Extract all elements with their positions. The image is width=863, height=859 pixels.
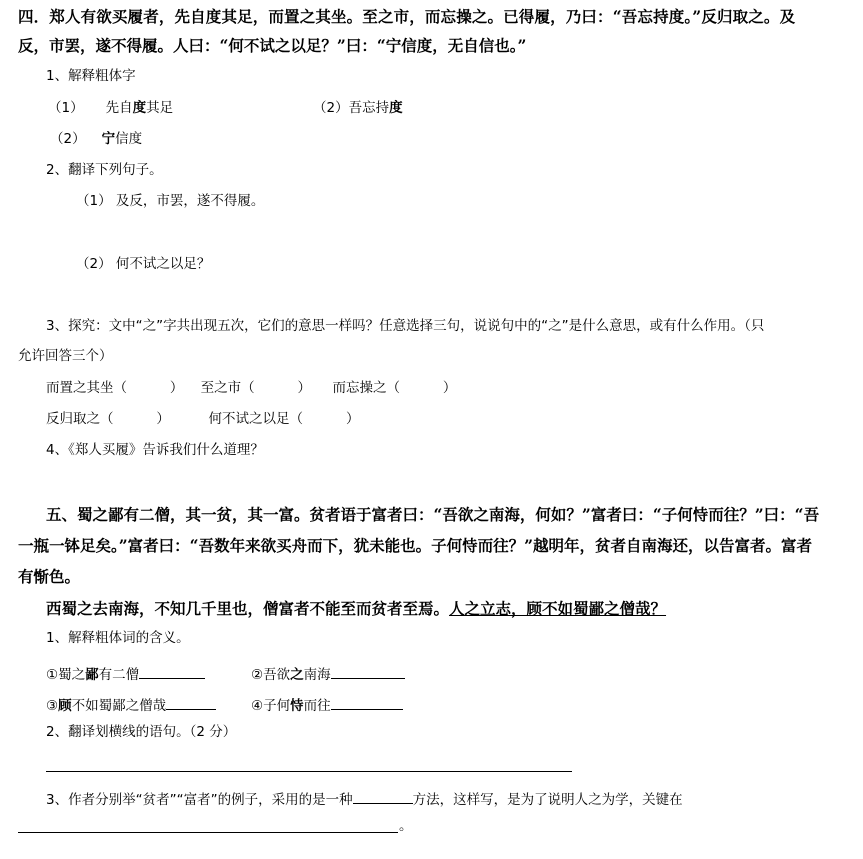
s4-q1-item-3: （2） 宁信度 [50,131,143,147]
s4-q1-item-2: （2）吾忘持度 [313,100,403,116]
bold-char: 恃 [290,698,304,714]
key-answer-line[interactable] [18,832,398,833]
underlined-sentence: 人之立志，顾不如蜀鄙之僧哉？ [449,599,667,618]
s5-passage-line-1: 五、蜀之鄙有二僧，其一贫，其一富。贫者语于富者曰：“吾欲之南海，何如？”富者曰：“子何恃而往？”曰：“吾 [46,505,820,524]
sentence-end-mark: 。 [399,818,413,834]
s4-q2-sentence-1: （1） 及反，市罢，遂不得履。 [76,193,265,209]
bold-char: 宁 [101,131,116,147]
s5-q1-item-b: ②吾欲之南海 [251,664,405,683]
item-number: （1） [48,100,84,116]
s4-q3-items-row-1: 而置之其坐（ ） 至之市（ ） 而忘操之（ ） [46,380,457,396]
s4-passage-line-1: 四．郑人有欲买履者，先自度其足，而置之其坐。至之市，而忘操之。已得履，乃曰：“吾忘持度。”反归取之。及 [18,7,796,26]
s5-q1-item-a: ①蜀之鄙有二僧 [46,664,205,683]
s4-question-4: 4、《郑人买履》告诉我们什么道理？ [46,442,264,458]
s4-q2-sentence-2: （2） 何不试之以足？ [76,256,211,272]
s4-question-1: 1、解释粗体字 [46,68,136,84]
bold-char: 之 [290,667,304,683]
item-number: （2） [313,100,349,116]
s5-passage-line-3: 有惭色。 [18,567,81,586]
s4-passage-line-2: 反，市罢，遂不得履。人曰：“何不试之以足？”曰：“宁信度，无自信也。” [18,36,527,55]
s5-q1-item-d: ④子何恃而往 [251,695,403,714]
bold-char: 度 [132,100,147,116]
translation-answer-line[interactable] [46,771,572,772]
s5-question-2: 2、翻译划横线的语句。（2 分） [46,724,237,740]
s4-q1-item-1: （1） 先自度其足 [48,100,174,116]
s5-passage-line-2: 一瓶一钵足矣。”富者曰：“吾数年来欲买舟而下，犹未能也。子何恃而往？”越明年，贫者自南海还，以告富者。富者 [18,536,813,555]
s4-question-3-line-1: 3、探究：文中“之”字共出现五次，它们的意思一样吗？任意选择三句，说说句中的“之”是什么意思，或有什么作用。（只 [46,318,765,334]
bold-char: 顾 [58,698,72,714]
bold-char: 鄙 [85,667,99,683]
answer-blank[interactable] [331,664,405,679]
s5-passage-line-4: 西蜀之去南海，不知几千里也，僧富者不能至而贫者至焉。人之立志，顾不如蜀鄙之僧哉？ [46,599,667,618]
s4-q3-items-row-2: 反归取之（ ） 何不试之以足（ ） [46,411,360,427]
s5-question-3: 3、作者分别举“贫者”“富者”的例子，采用的是一种 方法，这样写，是为了说明人之为学，关键在 [46,789,683,808]
item-number: （2） [50,131,86,147]
s5-question-1: 1、解释粗体词的含义。 [46,630,190,646]
method-blank[interactable] [353,789,413,804]
answer-blank[interactable] [139,664,205,679]
s4-question-2: 2、翻译下列句子。 [46,162,163,178]
answer-blank[interactable] [331,695,403,710]
s4-question-3-line-2: 允许回答三个） [18,348,113,364]
answer-blank[interactable] [166,695,216,710]
s5-q1-item-c: ③顾不如蜀鄙之僧哉 [46,695,216,714]
bold-char: 度 [389,100,403,116]
